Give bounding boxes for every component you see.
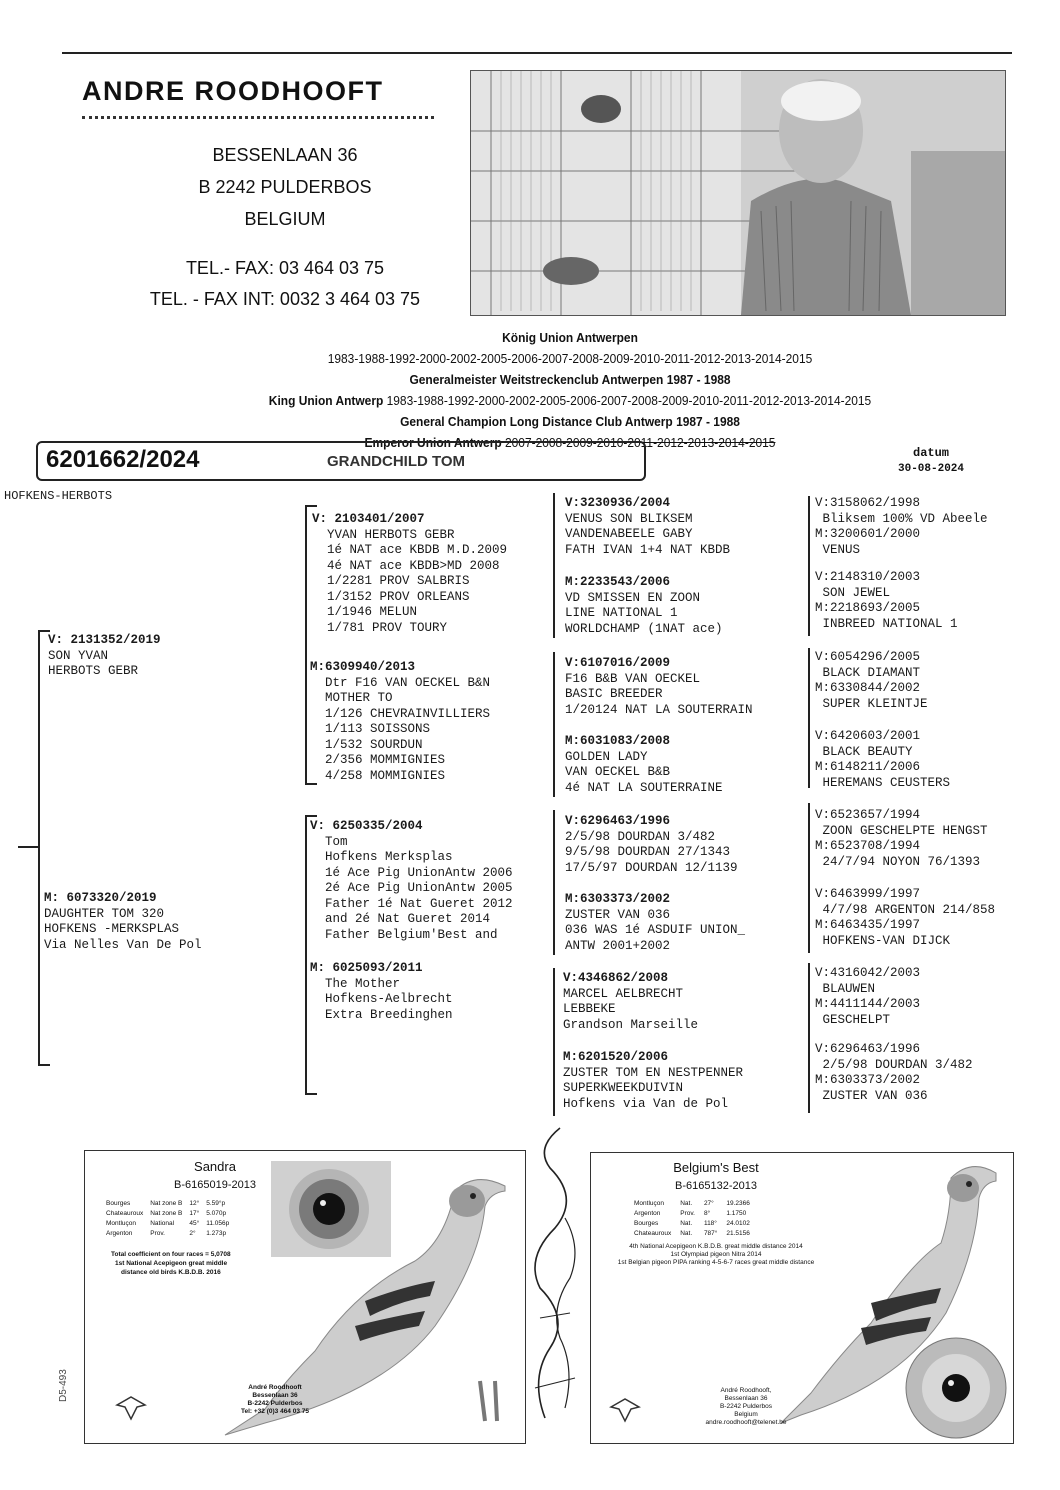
bracket-g3-2 xyxy=(553,652,555,797)
pigeon-ring-number: 6201662/2024 xyxy=(46,446,200,473)
bracket-g4-2 xyxy=(808,648,810,788)
bracket-g4-3 xyxy=(808,803,810,953)
sire-g4-4: V:6420603/2001 BLACK BEAUTY M:6148211/2006 HEREMANS CEUSTERS xyxy=(815,729,951,790)
card-sandra-name: Sandra xyxy=(194,1159,236,1174)
sire-g3-2: V:6107016/2009 F16 B&B VAN OECKEL BASIC BREEDER 1/20124 NAT LA SOUTERRAIN xyxy=(565,656,753,717)
bracket-g3-3 xyxy=(553,810,555,955)
address-city: B 2242 PULDERBOS xyxy=(198,177,372,197)
sire-g4-5: V:6523657/1994 ZOON GESCHELPTE HENGST M:6523708/1994 24/7/94 NOYON 76/1393 xyxy=(815,808,988,869)
dam-g3-4: M:6201520/2006 ZUSTER TOM EN NESTPENNER SUPERKWEEKDUIVIN Hofkens via Van de Pol xyxy=(563,1050,744,1111)
handwritten-signature xyxy=(520,1118,590,1438)
date-label: datum xyxy=(913,446,950,460)
dotted-underline xyxy=(82,116,434,119)
sire-g3-4: V:4346862/2008 MARCEL AELBRECHT LEBBEKE Grandson Marseille xyxy=(563,971,699,1032)
bracket-tick xyxy=(305,815,317,817)
sire-g2-1: V: 2103401/2007 YVAN HERBOTS GEBR 1é NAT ace KBDB M.D.2009 4é NAT ace KBDB>MD 2008 1/2281 PROV SALBRIS 1/3152 PROV ORLEANS 1/1946 MELUN 1/781 PROV TOURY xyxy=(312,512,508,635)
bracket-g2-top xyxy=(305,505,307,785)
title-generalmeister: Generalmeister Weitstreckenclub Antwerpen 1987 - 1988 xyxy=(409,372,731,387)
dam-g1: M: 6073320/2019 DAUGHTER TOM 320 HOFKENS -MERKSPLAS Via Nelles Van De Pol xyxy=(44,891,202,952)
document-stamp: D5-493 xyxy=(58,1369,69,1402)
top-rule xyxy=(62,52,1012,54)
bracket-tick xyxy=(305,505,317,507)
card-bb-awards: 4th National Acepigeon K.B.D.B. great middle distance 2014 1st Olympiad pigeon Nitra 2014 1st Belgian pigeon PIPA ranking 4-5-6-7 races great middle distance xyxy=(617,1243,815,1266)
sire-g4-2: V:2148310/2003 SON JEWEL M:2218693/2005 INBREED NATIONAL 1 xyxy=(815,570,958,631)
card-belgiums-best xyxy=(590,1152,1014,1444)
sire-g4-6: V:6463999/1997 4/7/98 ARGENTON 214/858 M:6463435/1997 HOFKENS-VAN DIJCK xyxy=(815,887,996,948)
address-street: BESSENLAAN 36 xyxy=(212,145,358,165)
bracket-g3-1 xyxy=(553,493,555,638)
sire-g4-8: V:6296463/1996 2/5/98 DOURDAN 3/482 M:6303373/2002 ZUSTER VAN 036 xyxy=(815,1042,973,1103)
phone-fax: TEL.- FAX: 03 464 03 75 xyxy=(185,258,385,278)
union-logo xyxy=(115,1391,147,1423)
title-years-3: 2007-2008-2009-2010-2011-2012-2013-2014-2015 xyxy=(504,435,776,450)
card-sandra-award2: distance old birds K.B.D.B. 2016 xyxy=(121,1269,221,1276)
bracket-g3-4 xyxy=(553,968,555,1116)
breeder-loft-photo xyxy=(470,70,1006,316)
dam-g3-3: M:6303373/2002 ZUSTER VAN 036 036 WAS 1é ASDUIF UNION_ ANTW 2001+2002 xyxy=(565,892,746,953)
card-sandra-coef: Total coefficient on four races = 5,0708 xyxy=(111,1251,231,1258)
bracket-g2-bottom xyxy=(305,815,307,1095)
title-emperor-union: Emperor Union Antwerp xyxy=(364,435,502,450)
card-bb-results: Montluçon Nat. 27° 19.2366 Argenton Prov. 8° 1.1750 Bourges Nat. 118° 24.0102 Chateauroux Nat. 787° 21.5156 xyxy=(634,1200,750,1237)
card-bb-owner: André Roodhooft, Bessenlaan 36 B-2242 Pulderbos Belgium andre.roodhooft@telenet.be xyxy=(705,1387,787,1426)
title-king-union: King Union Antwerp xyxy=(268,393,384,408)
bracket-tick xyxy=(38,630,50,632)
bracket-g1 xyxy=(38,630,40,1066)
card-bb-name: Belgium's Best xyxy=(673,1160,759,1175)
bracket-tick xyxy=(305,1093,317,1095)
sire-g2-2: V: 6250335/2004 Tom Hofkens Merksplas 1é Ace Pig UnionAntw 2006 2é Ace Pig UnionAntw 2005 Father 1é Nat Gueret 2012 and 2é Nat Gueret 2014 Father Belgium'Best and xyxy=(310,819,513,942)
card-bb-ring: B-6165132-2013 xyxy=(675,1180,757,1192)
pigeon-belgiums-best-photo xyxy=(781,1153,1013,1443)
dam-g3-2: M:6031083/2008 GOLDEN LADY VAN OECKEL B&B 4é NAT LA SOUTERRAINE xyxy=(565,734,723,795)
date-value: 30-08-2024 xyxy=(898,463,965,475)
pigeon-name: GRANDCHILD TOM xyxy=(327,453,466,470)
card-sandra-award1: 1st National Acepigeon great middle xyxy=(115,1260,228,1267)
card-sandra-ring: B-6165019-2013 xyxy=(174,1179,256,1191)
breeder-name: ANDRE ROODHOOFT xyxy=(82,76,384,106)
sire-g4-1: V:3158062/1998 Bliksem 100% VD Abeele M:3200601/2000 VENUS xyxy=(815,496,988,557)
sire-g4-7: V:4316042/2003 BLAUWEN M:4411144/2003 GESCHELPT xyxy=(815,966,921,1027)
bracket-g4-4 xyxy=(808,963,810,1113)
sire-g3-3: V:6296463/1996 2/5/98 DOURDAN 3/482 9/5/98 DOURDAN 27/1343 17/5/97 DOURDAN 12/1139 xyxy=(565,814,738,875)
bracket-g4-1 xyxy=(808,496,810,636)
breeder-label: HOFKENS-HERBOTS xyxy=(4,489,113,503)
union-logo-right xyxy=(609,1393,641,1425)
title-koenig-union: König Union Antwerpen xyxy=(502,330,638,345)
bracket-tick xyxy=(38,1064,50,1066)
title-years-2: 1983-1988-1992-2000-2002-2005-2006-2007-2008-2009-2010-2011-2012-2013-2014-2015 xyxy=(386,393,872,408)
card-sandra-owner: André Roodhooft Bessenlaan 36 B-2242 Pulderbos Tel: +32 (0)3 464 03 75 xyxy=(241,1384,309,1415)
date-block xyxy=(898,446,964,475)
dam-g3-1: M:2233543/2006 VD SMISSEN EN ZOON LINE NATIONAL 1 WORLDCHAMP (1NAT ace) xyxy=(565,575,723,636)
card-sandra xyxy=(84,1150,526,1444)
title-years-1: 1983-1988-1992-2000-2002-2005-2006-2007-2008-2009-2010-2011-2012-2013-2014-2015 xyxy=(327,351,813,366)
bracket-tick xyxy=(18,846,40,848)
sire-g3-1: V:3230936/2004 VENUS SON BLIKSEM VANDENABEELE GABY FATH IVAN 1+4 NAT KBDB xyxy=(565,496,731,557)
phone-fax-international: TEL. - FAX INT: 0032 3 464 03 75 xyxy=(149,289,421,309)
card-sandra-results: Bourges Nat zone B 12° 5.59°p Chateauroux Nat zone B 17° 5.070p Montluçon National 45° 11.056p Argenton Prov. 2° 1.273p xyxy=(106,1200,230,1237)
address-country: BELGIUM xyxy=(244,209,326,229)
title-general-champion: General Champion Long Distance Club Antwerp 1987 - 1988 xyxy=(400,414,740,429)
dam-g2-2: M: 6025093/2011 The Mother Hofkens-Aelbrecht Extra Breedinghen xyxy=(310,961,453,1022)
sire-g1: V: 2131352/2019 SON YVAN HERBOTS GEBR xyxy=(48,633,161,678)
dam-g2-1: M:6309940/2013 Dtr F16 VAN OECKEL B&N MOTHER TO 1/126 CHEVRAINVILLIERS 1/113 SOISSONS 1/532 SOURDUN 2/356 MOMMIGNIES 4/258 MOMMIGNIES xyxy=(310,660,491,783)
sire-g4-3: V:6054296/2005 BLACK DIAMANT M:6330844/2002 SUPER KLEINTJE xyxy=(815,650,928,711)
